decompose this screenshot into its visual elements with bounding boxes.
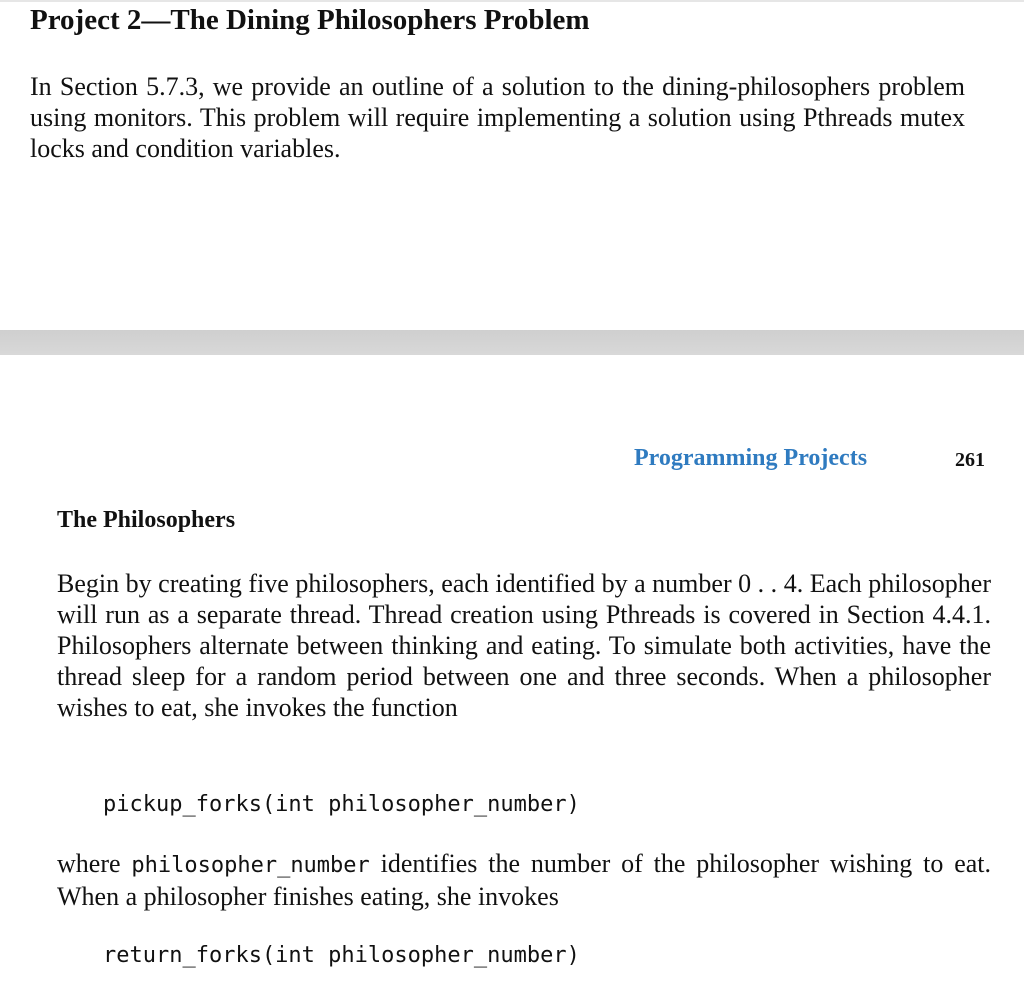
page-top bbox=[0, 0, 1024, 330]
section-heading: The Philosophers bbox=[57, 507, 236, 533]
para2-text-after: identifies the number of the philosopher wishing to eat. When a philosopher finishes eating, she invokes bbox=[57, 849, 991, 911]
page-top-border bbox=[0, 0, 1024, 2]
return-paragraph bbox=[57, 848, 991, 912]
project-title: Project 2—The Dining Philosophers Problem bbox=[30, 4, 590, 36]
pickup-forks-code: pickup_forks(int philosopher_number) bbox=[103, 792, 580, 817]
para2-text-before: where bbox=[57, 849, 132, 878]
return-forks-code: return_forks(int philosopher_number) bbox=[103, 943, 580, 968]
philosophers-paragraph: Begin by creating five philosophers, each identified by a number 0 . . 4. Each philosopher will run as a separate thread. Thread creation using Pthreads is covered in Section 4.4.1. Philosophers alternate between thinking and eating. To simulate both activities, have the thread sleep for a random period between one and three seconds. When a philosopher wishes to eat, she invokes the function bbox=[57, 569, 991, 722]
running-head: Programming Projects bbox=[634, 445, 868, 471]
page-number: 261 bbox=[955, 449, 985, 471]
page-bottom bbox=[0, 355, 1024, 1005]
intro-paragraph: In Section 5.7.3, we provide an outline of a solution to the dining-philosophers problem using monitors. This problem will require implementing a solution using Pthreads mutex locks and condition variables. bbox=[30, 72, 965, 163]
inline-code: philosopher_number bbox=[131, 853, 370, 878]
page-gap bbox=[0, 330, 1024, 355]
